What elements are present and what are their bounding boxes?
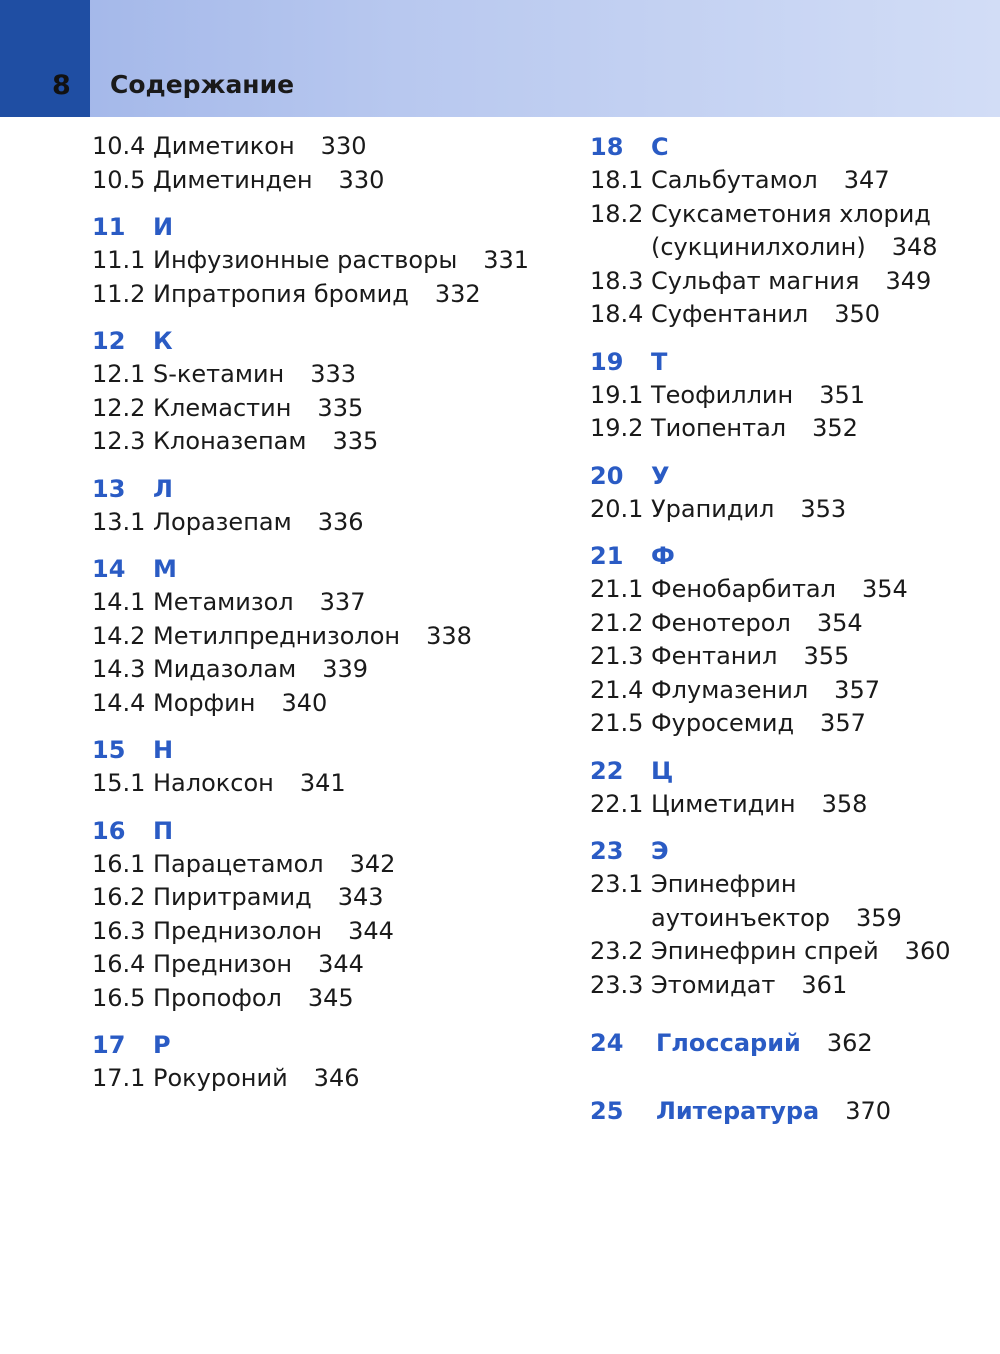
entry-page: 361	[801, 970, 848, 999]
entry-body	[651, 788, 990, 822]
entry-page: 353	[800, 494, 847, 523]
section-heading[interactable]	[92, 210, 532, 244]
section-number: 11	[92, 213, 126, 241]
entry-page: 335	[332, 427, 379, 455]
section-heading[interactable]	[92, 1028, 532, 1062]
entry-title: Ипратропия бромид	[153, 279, 409, 308]
entry-body	[153, 982, 532, 1016]
header-title: Содержание	[110, 70, 295, 99]
entry-body	[651, 298, 990, 332]
section-number: 22	[590, 756, 624, 785]
toc-section	[92, 130, 532, 197]
toc-entry[interactable]	[92, 506, 532, 540]
toc-entry[interactable]	[92, 620, 532, 654]
entry-body	[651, 707, 990, 741]
toc-section	[590, 130, 990, 332]
entry-title: Диметикон	[153, 132, 295, 160]
entry-body	[153, 767, 532, 801]
entry-number: 21.5	[590, 709, 644, 737]
section-heading[interactable]	[590, 754, 990, 788]
entry-number: 13.1	[92, 507, 146, 536]
toc-entry[interactable]	[590, 298, 990, 332]
toc-entry[interactable]	[590, 788, 990, 822]
entry-number: 21.1	[590, 575, 644, 603]
toc-section	[92, 814, 532, 1016]
entry-number: 19.2	[590, 414, 644, 442]
entry-number: 19.1	[590, 380, 644, 409]
section-number: 16	[92, 816, 126, 845]
entry-title: Флумазенил	[651, 675, 809, 704]
entry-body	[651, 935, 990, 969]
entry-page: 344	[348, 916, 394, 945]
entry-body	[651, 868, 990, 935]
entry-body	[153, 848, 532, 882]
toc-section	[590, 459, 990, 527]
entry-page: 341	[299, 769, 346, 797]
entry-body	[153, 586, 532, 620]
section-number: 23	[590, 837, 624, 865]
entry-body	[651, 640, 990, 674]
entry-number: 16.3	[92, 916, 146, 945]
entry-title: Эпинефрин аутоинъектор	[651, 870, 830, 932]
section-number: 18	[590, 133, 624, 161]
chapter-number: 24	[590, 1029, 624, 1057]
entry-number: 14.2	[92, 621, 146, 650]
entry-page: 347	[843, 166, 890, 194]
toc-entry[interactable]	[92, 164, 532, 198]
section-heading[interactable]	[590, 459, 990, 493]
section-number: 20	[590, 461, 624, 490]
entry-body	[153, 687, 532, 721]
entry-page: 350	[834, 300, 881, 328]
entry-body	[651, 412, 990, 446]
entry-body	[651, 607, 990, 641]
entry-body	[153, 425, 532, 459]
toc-entry[interactable]	[590, 379, 990, 413]
entry-number: 16.4	[92, 950, 146, 978]
entry-page: 330	[338, 165, 385, 194]
toc-section	[92, 472, 532, 540]
entry-page: 349	[885, 266, 932, 295]
entry-title: Теофиллин	[651, 380, 794, 409]
entry-number: 18.4	[590, 300, 644, 328]
entry-body	[153, 1062, 532, 1096]
entry-body	[651, 573, 990, 607]
toc-entry[interactable]	[590, 607, 990, 641]
toc-entry[interactable]	[590, 573, 990, 607]
section-number: 17	[92, 1031, 126, 1059]
entry-body	[153, 130, 532, 164]
entry-body	[153, 244, 532, 278]
entry-number: 22.1	[590, 789, 644, 818]
section-heading[interactable]	[590, 539, 990, 573]
entry-page: 335	[317, 393, 364, 422]
entry-number: 10.5	[92, 165, 146, 194]
entry-number: 15.1	[92, 769, 146, 797]
toc-entry[interactable]	[92, 586, 532, 620]
entry-title: Этомидат	[651, 970, 776, 999]
toc-section	[590, 834, 990, 1002]
entry-number: 14.3	[92, 655, 146, 683]
entry-title: Инфузионные растворы	[153, 246, 458, 274]
entry-title: Клемастин	[153, 393, 292, 422]
entry-number: 11.2	[92, 279, 146, 308]
entry-page: 339	[322, 655, 369, 683]
entry-body	[153, 620, 532, 654]
section-letter: И	[153, 213, 174, 241]
toc-entry[interactable]	[92, 425, 532, 459]
section-heading[interactable]	[590, 345, 990, 379]
entry-number: 10.4	[92, 132, 146, 160]
entry-page: 336	[317, 507, 364, 536]
section-number: 15	[92, 736, 126, 764]
entry-title: Мидазолам	[153, 655, 297, 683]
toc-entry[interactable]	[590, 674, 990, 708]
entry-page: 346	[313, 1064, 360, 1092]
entry-page: 355	[803, 642, 850, 670]
entry-number: 11.1	[92, 246, 146, 274]
entry-number: 16.2	[92, 883, 146, 911]
entry-body	[651, 198, 990, 265]
entry-body	[153, 948, 532, 982]
toc-entry[interactable]	[92, 653, 532, 687]
toc-entry[interactable]	[590, 969, 990, 1003]
entry-title: S-кетамин	[153, 360, 285, 388]
section-letter: П	[153, 816, 174, 845]
entry-page: 354	[816, 608, 863, 637]
toc-entry[interactable]	[590, 164, 990, 198]
chapter-page: 370	[845, 1097, 892, 1125]
entry-number: 14.4	[92, 688, 146, 717]
entry-body	[651, 674, 990, 708]
entry-page: 348	[891, 233, 938, 261]
entry-page: 345	[307, 983, 354, 1012]
entry-number: 18.2	[590, 199, 644, 228]
entry-title: Суфентанил	[651, 300, 809, 328]
entry-page: 354	[861, 575, 908, 603]
entry-page: 357	[820, 709, 866, 737]
toc-entry[interactable]	[92, 982, 532, 1016]
chapter-entry[interactable]	[590, 1084, 990, 1138]
entry-title: Эпинефрин спрей	[651, 937, 879, 965]
entry-number: 23.3	[590, 970, 644, 999]
entry-body	[651, 265, 990, 299]
toc-section	[590, 539, 990, 741]
section-letter: С	[651, 133, 669, 161]
entry-page: 338	[426, 621, 472, 650]
section-heading[interactable]	[92, 552, 532, 586]
entry-page: 331	[483, 246, 530, 274]
entry-title: Метамизол	[153, 588, 294, 616]
toc-entry[interactable]	[92, 687, 532, 721]
entry-title: Фентанил	[651, 642, 778, 670]
section-number: 14	[92, 555, 126, 583]
entry-body	[153, 358, 532, 392]
entry-title: Фенотерол	[651, 608, 791, 637]
toc-entry[interactable]	[590, 412, 990, 446]
chapter-title: Литература	[656, 1097, 820, 1125]
entry-number: 12.3	[92, 427, 146, 455]
toc-entry[interactable]	[590, 935, 990, 969]
section-heading[interactable]	[92, 472, 532, 506]
section-heading[interactable]	[590, 130, 990, 164]
entry-body	[651, 379, 990, 413]
page-header	[0, 0, 1000, 117]
toc-entry[interactable]	[92, 767, 532, 801]
entry-title: Налоксон	[153, 769, 274, 797]
section-letter: Э	[651, 837, 669, 865]
entry-number: 23.2	[590, 937, 644, 965]
toc-entry[interactable]	[590, 198, 990, 265]
chapter-number: 25	[590, 1097, 624, 1125]
entry-title: Пиритрамид	[153, 883, 312, 911]
toc-entry[interactable]	[92, 948, 532, 982]
section-heading[interactable]	[590, 834, 990, 868]
entry-page: 332	[434, 279, 481, 308]
entry-title: Лоразепам	[153, 507, 292, 536]
chapter-entry[interactable]	[590, 1016, 990, 1070]
entry-page: 360	[904, 937, 951, 965]
toc-section	[590, 754, 990, 822]
entry-number: 21.3	[590, 642, 644, 670]
section-number: 13	[92, 474, 126, 503]
entry-title: Рокуроний	[153, 1064, 288, 1092]
section-letter: Т	[651, 347, 668, 376]
toc-entry[interactable]	[590, 868, 990, 935]
entry-number: 16.1	[92, 849, 146, 878]
entry-page: 343	[337, 883, 384, 911]
entry-body	[153, 278, 532, 312]
toc-section	[92, 324, 532, 459]
entry-title: Преднизолон	[153, 916, 323, 945]
entry-page: 351	[819, 380, 866, 409]
page-number: 8	[52, 70, 71, 101]
entry-number: 16.5	[92, 983, 146, 1012]
section-letter: К	[153, 327, 173, 355]
section-heading[interactable]	[92, 733, 532, 767]
section-number: 19	[590, 347, 624, 376]
entry-number: 18.1	[590, 166, 644, 194]
entry-title: Сульфат магния	[651, 266, 860, 295]
toc-entry[interactable]	[590, 640, 990, 674]
entry-title: Преднизон	[153, 950, 293, 978]
entry-title: Диметинден	[153, 165, 313, 194]
entry-body	[153, 881, 532, 915]
entry-title: Циметидин	[651, 789, 796, 818]
entry-page: 359	[855, 903, 902, 932]
entry-title: Клоназепам	[153, 427, 307, 455]
toc-entry[interactable]	[92, 881, 532, 915]
entry-page: 344	[318, 950, 364, 978]
entry-page: 337	[319, 588, 366, 616]
section-number: 21	[590, 542, 624, 570]
toc-section	[92, 1028, 532, 1096]
entry-title: Морфин	[153, 688, 256, 717]
section-letter: М	[153, 555, 177, 583]
entry-number: 21.2	[590, 608, 644, 637]
entry-title: Сальбутамол	[651, 166, 818, 194]
toc-entry[interactable]	[590, 265, 990, 299]
entry-page: 333	[310, 360, 357, 388]
section-letter: Н	[153, 736, 174, 764]
section-letter: Ц	[651, 756, 674, 785]
entry-title: Пропофол	[153, 983, 282, 1012]
entry-body	[153, 164, 532, 198]
entry-body	[153, 392, 532, 426]
chapter-title: Глоссарий	[656, 1029, 801, 1057]
toc-section	[92, 210, 532, 311]
entry-page: 330	[320, 132, 367, 160]
entry-number: 18.3	[590, 266, 644, 295]
page-number-box	[0, 0, 90, 117]
toc-entry[interactable]	[92, 1062, 532, 1096]
toc-left-column	[92, 130, 532, 1109]
entry-number: 12.1	[92, 360, 146, 388]
entry-page: 352	[812, 414, 858, 442]
entry-body	[651, 493, 990, 527]
entry-page: 357	[834, 675, 880, 704]
entry-body	[651, 164, 990, 198]
section-number: 12	[92, 327, 126, 355]
entry-number: 12.2	[92, 393, 146, 422]
entry-number: 23.1	[590, 870, 644, 898]
entry-number: 14.1	[92, 588, 146, 616]
entry-number: 21.4	[590, 675, 644, 704]
chapter-page: 362	[826, 1029, 873, 1057]
toc-entry[interactable]	[92, 130, 532, 164]
entry-title: Парацетамол	[153, 849, 324, 878]
toc-entry[interactable]	[590, 707, 990, 741]
toc-entry[interactable]	[92, 278, 532, 312]
entry-page: 340	[281, 688, 328, 717]
entry-title: Суксаметония хлорид (сукцинилхолин)	[651, 199, 931, 261]
section-letter: Ф	[651, 542, 675, 570]
toc-entry[interactable]	[92, 915, 532, 949]
toc-entry[interactable]	[590, 493, 990, 527]
entry-body	[651, 969, 990, 1003]
entry-body	[153, 506, 532, 540]
entry-title: Тиопентал	[651, 414, 787, 442]
section-heading[interactable]	[92, 324, 532, 358]
entry-number: 17.1	[92, 1064, 146, 1092]
entry-title: Урапидил	[651, 494, 775, 523]
entry-page: 342	[349, 849, 396, 878]
section-letter: Р	[153, 1031, 171, 1059]
toc-entry[interactable]	[92, 848, 532, 882]
entry-body	[153, 915, 532, 949]
toc-entry[interactable]	[92, 392, 532, 426]
entry-title: Фенобарбитал	[651, 575, 836, 603]
entry-page: 358	[821, 789, 868, 818]
toc-right-column	[590, 130, 990, 1138]
section-letter: У	[651, 461, 670, 490]
entry-title: Фуросемид	[651, 709, 795, 737]
entry-title: Метилпреднизолон	[153, 621, 401, 650]
entry-body	[153, 653, 532, 687]
toc-entry[interactable]	[92, 358, 532, 392]
toc-section	[590, 345, 990, 446]
toc-section	[92, 552, 532, 720]
entry-number: 20.1	[590, 494, 644, 523]
toc-entry[interactable]	[92, 244, 532, 278]
section-heading[interactable]	[92, 814, 532, 848]
section-letter: Л	[153, 474, 173, 503]
toc-section	[92, 733, 532, 801]
